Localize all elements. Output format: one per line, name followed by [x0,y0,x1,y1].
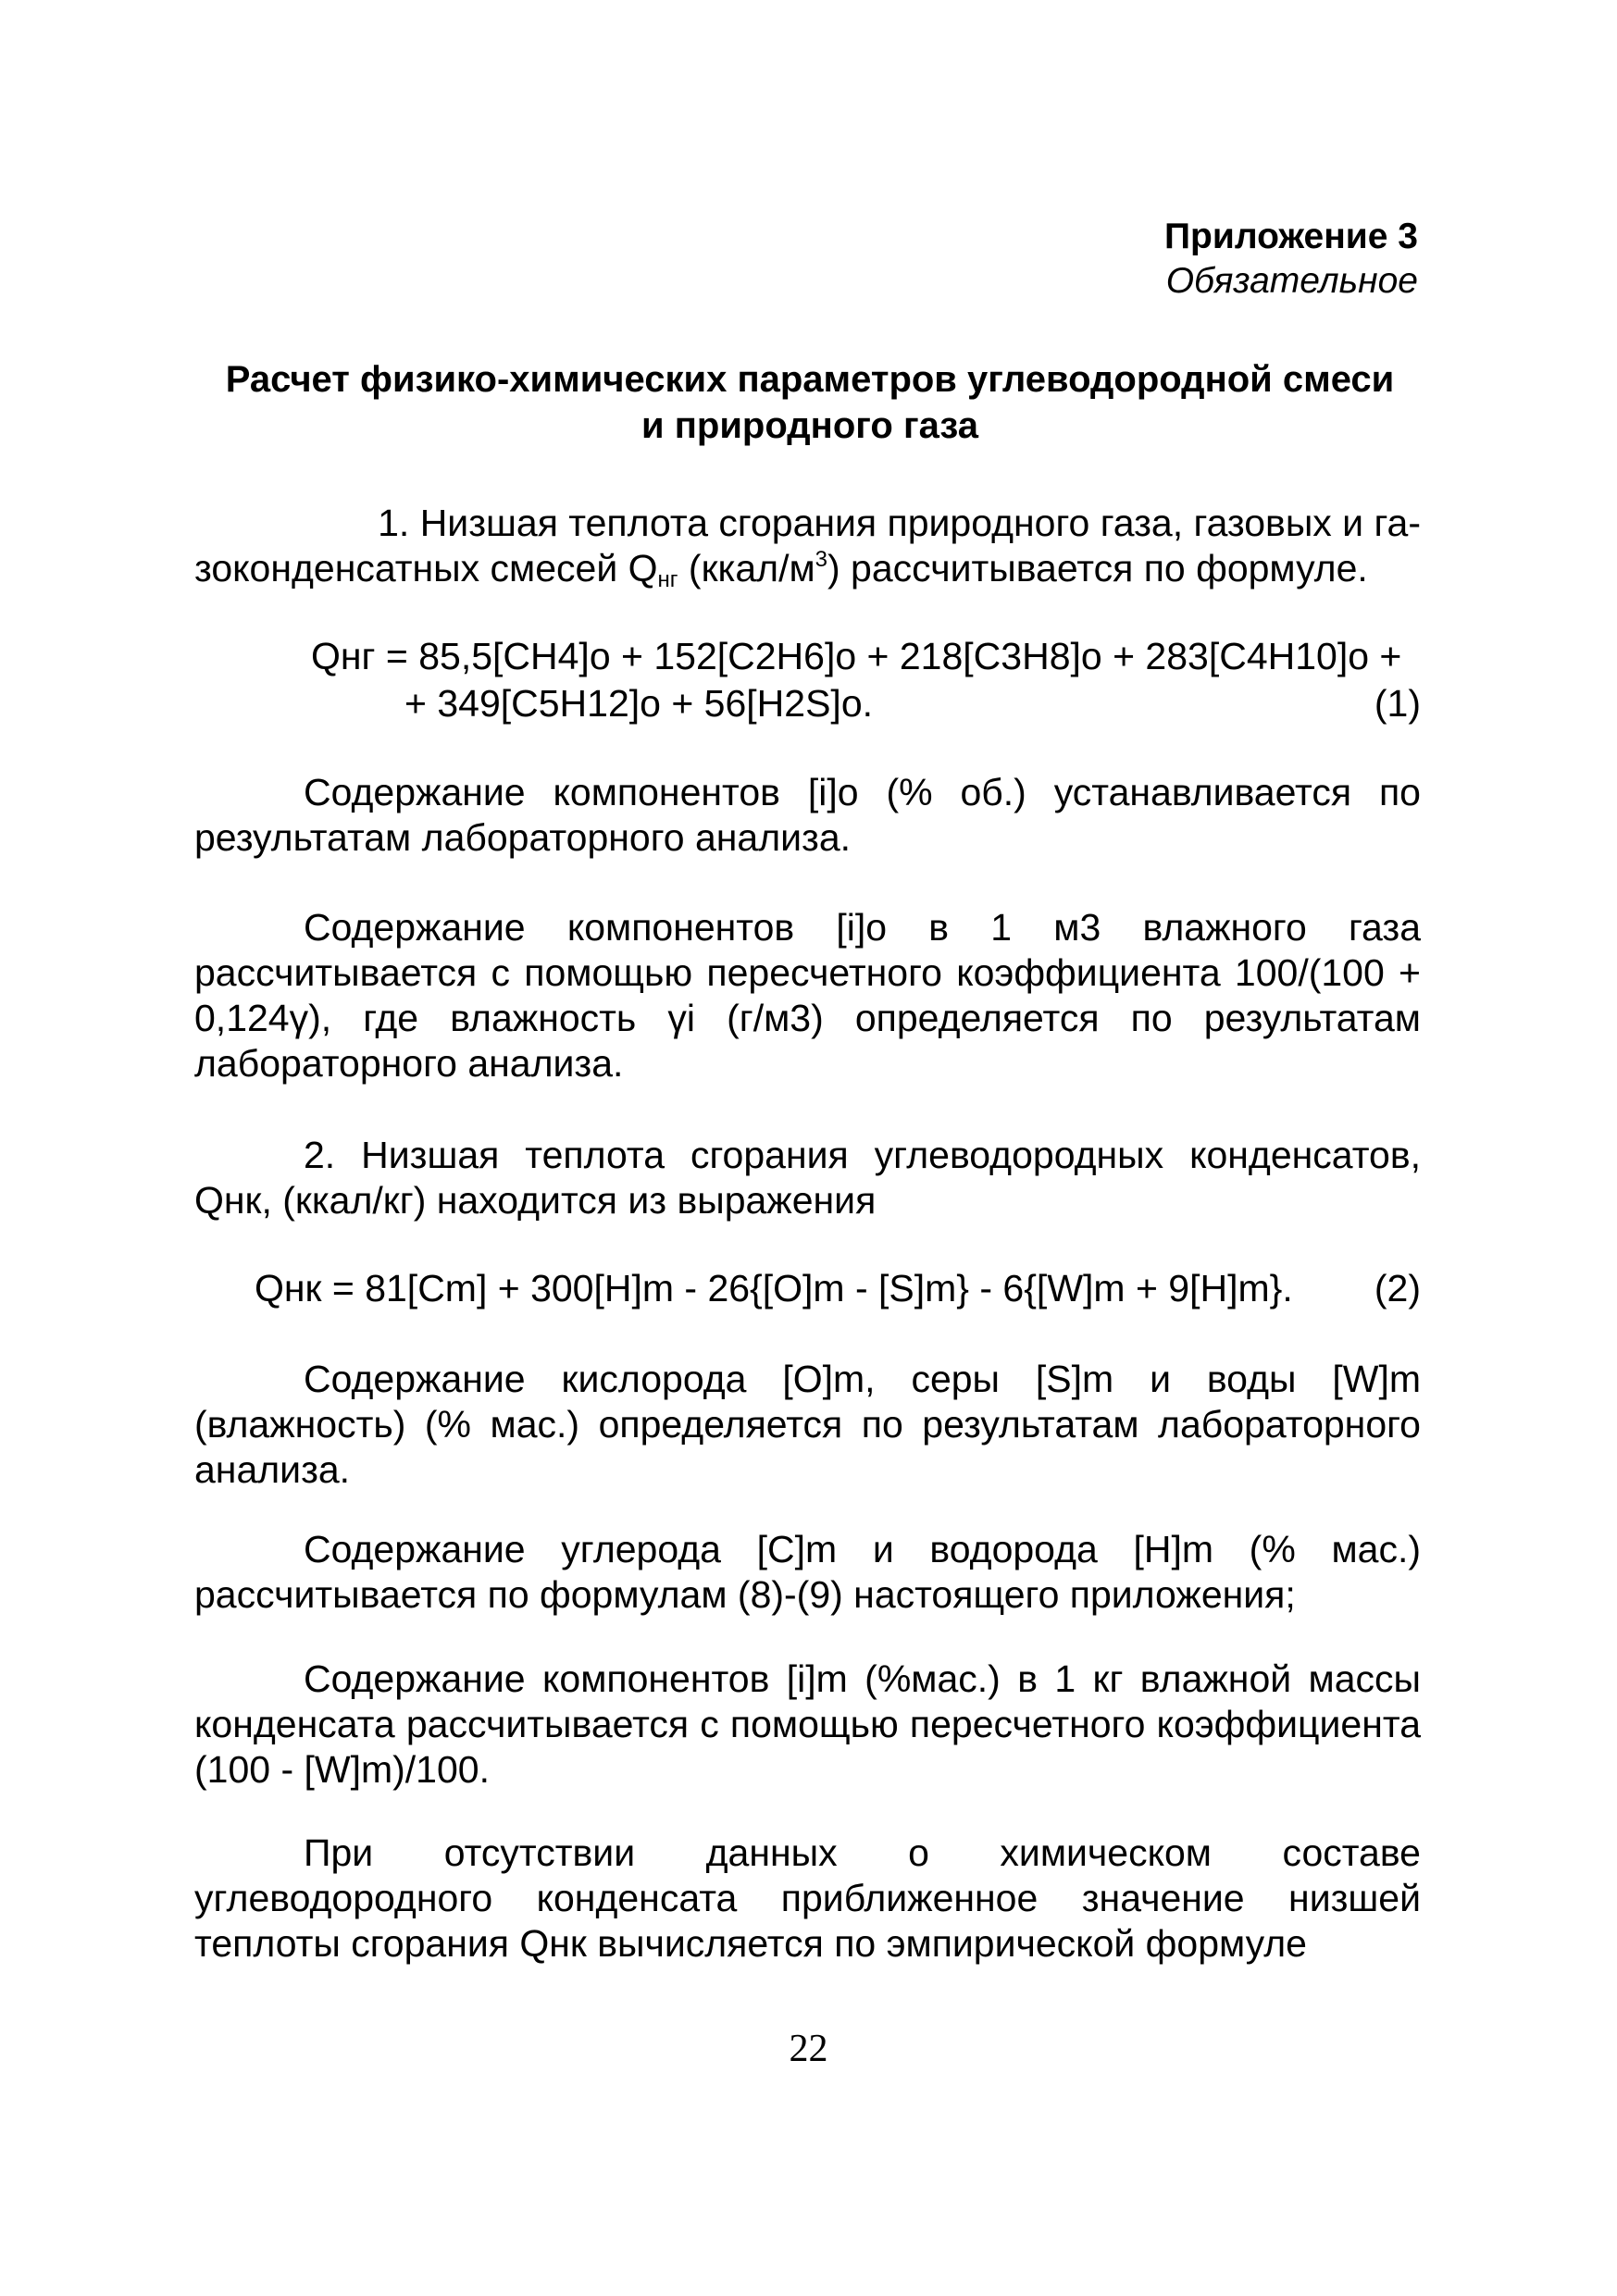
page-number: 22 [789,2028,828,2070]
section-1-line-b [194,546,1421,591]
title-line-1: Расчет физико-химических параметров углеводородной смеси [225,359,1395,400]
section-2-paragraph: 2. Низшая теплота сгорания углеводородных конденсатов, Qнк, (ккал/кг) находится из выражения [194,1134,1421,1222]
section-1-text-pre: зоконденсатных смесей Q [194,547,658,590]
paragraph-wet-gas: Содержание компонентов [i]o в 1 м3 влажного газа рассчитывается с помощью пересчетного коэффициента 100/(100 + 0,124γ), где влажность γi (г/м3) определяется по результатам лабораторного анализа. [194,906,1421,1085]
paragraph-components: Содержание компонентов [i]o (% об.) устанавливается по результатам лабораторного анализа. [194,771,1421,859]
formula-1-line-2: + 349[C5H12]o + 56[H2S]o. [404,682,874,725]
document-title [199,356,1421,449]
section-1-sup: 3 [815,547,828,572]
formula-2: Qнк = 81[Cm] + 300[H]m - 26{[O]m - [S]m} - 6{[W]m + 9[H]m}. [255,1267,1293,1309]
formula-1-number: (1) [1374,682,1421,725]
formula-1-line-1: Qнг = 85,5[CH4]o + 152[C2H6]o + 218[C3H8]o + 283[C4H10]o + [311,635,1402,677]
paragraph-oxygen: Содержание кислорода [O]m, серы [S]m и воды [W]m (влажность) (% мас.) определяется по результатам лабораторного анализа. [194,1358,1421,1491]
title-line-2: и природного газа [641,405,978,446]
paragraph-empirical: При отсутствии данных о химическом составе углеводородного конденсата приближенное значение низшей теплоты сгорания Qнк вычисляется по эмпирической формуле [194,1831,1421,1965]
formula-2-number: (2) [1374,1267,1421,1309]
paragraph-wet-mass: Содержание компонентов [i]m (%мас.) в 1 кг влажной массы конденсата рассчитывается с помощью пересчетного коэффициента (100 - [W]m)/100. [194,1657,1421,1791]
appendix-label: Приложение 3 [1164,217,1418,256]
appendix-status: Обязательное [1165,261,1418,301]
appendix-header [1164,215,1418,304]
section-1-sub: нг [657,567,678,592]
paragraph-carbon: Содержание углерода [C]m и водорода [H]m (% мас.) рассчитывается по формулам (8)-(9) настоящего приложения; [194,1528,1421,1616]
section-1-text-mid: (ккал/м [678,547,815,590]
section-1-line-a: 1. Низшая теплота сгорания природного газа, газовых и га- [378,502,1421,544]
section-1-text-post: ) рассчитывается по формуле. [827,547,1368,590]
